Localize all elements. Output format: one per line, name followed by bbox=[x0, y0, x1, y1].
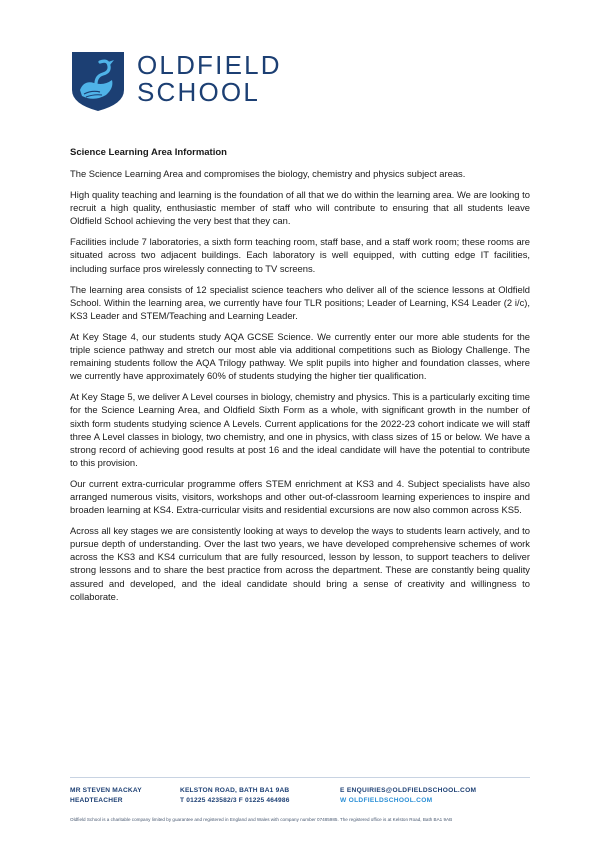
document-heading: Science Learning Area Information bbox=[70, 147, 227, 158]
paragraph-staffing: The learning area consists of 12 specialist science teachers who deliver all of the science lessons at Oldfield School. Within the learning area, we currently have four TLR positions; Leader of Learning, KS4 Leader (2 i/c), KS3 Leader and STEM/Teaching and Learning Leader. bbox=[70, 283, 530, 321]
headteacher-name: MR STEVEN MACKAY bbox=[70, 787, 142, 794]
paragraph-intro: The Science Learning Area and compromises the biology, chemistry and physics subject areas. bbox=[70, 168, 466, 179]
school-logo bbox=[70, 50, 310, 112]
paragraph-key-stage-4: At Key Stage 4, our students study AQA GCSE Science. We currently enter our more able students for the triple science pathway and stretch our most able via additional competitions such as Biology Challenge. The remaining students follow the AQA Trilogy pathway. We split pupils into higher and foundation classes, where we currently have approximately 60% of students studying the higher tier qualification. bbox=[70, 330, 530, 382]
paragraph-extra-curricular: Our current extra-curricular programme offers STEM enrichment at KS3 and 4. Subject specialists have also arranged numerous visits, visitors, workshops and other out-of-classroom learning experiences to inspire and broaden learning at KS4. Extra-curricular visits and residential excursions are now also common across KS5. bbox=[70, 477, 530, 516]
document-body bbox=[70, 146, 530, 611]
school-name-line1: OLDFIELD bbox=[137, 50, 282, 80]
paragraph-facilities: Facilities include 7 laboratories, a sixth form teaching room, staff base, and a staff work room; these rooms are situated across two adjacent buildings. Each laboratory is well equipped, with cutting edge IT facilities, including surface pros wirelessly connecting to TV screens. bbox=[70, 236, 530, 274]
footer-headteacher bbox=[70, 786, 142, 806]
headteacher-title: HEADTEACHER bbox=[70, 797, 123, 804]
school-name-line2: SCHOOL bbox=[137, 77, 261, 107]
website-link[interactable]: W OLDFIELDSCHOOL.COM bbox=[340, 797, 433, 804]
footer-divider bbox=[70, 777, 530, 778]
school-address: KELSTON ROAD, BATH BA1 9AB bbox=[180, 787, 290, 794]
footer-contact bbox=[340, 786, 476, 806]
letterhead-footer bbox=[70, 786, 540, 812]
school-name bbox=[137, 52, 282, 106]
paragraph-curriculum: Across all key stages we are consistently looking at ways to develop the ways to students learn actively, and to pursue depth of understanding. Over the last two years, we have developed comprehensive schemes of work across the KS3 and KS4 curriculum that are fully resourced, lesson by lesson, to support teachers to deliver strong lessons and to share the best practice from across the department. These are constantly being quality assured and developed, and the ideal candidate should bring a sense of creativity and willingness to collaborate. bbox=[70, 525, 530, 602]
paragraph-key-stage-5: At Key Stage 5, we deliver A Level courses in biology, chemistry and physics. This is a particularly exciting time for the Science Learning Area, and Oldfield Sixth Form as a whole, with significant growth in the number of sixth form students studying science A Levels. Current applications for the 2022-23 cohort indicate we will staff three A Level classes in biology, two chemistry, and one in physics, with class sizes of 15 or below. We have a strong record of achieving good results at post 16 and the ideal candidate will have the potential to contribute to this provision. bbox=[70, 391, 530, 468]
paragraph-teaching: High quality teaching and learning is the foundation of all that we do within the learning area. We are looking to recruit a high quality, enthusiastic member of staff who will contribute to ensuring that all students leave Oldfield School achieving the very best that they can. bbox=[70, 189, 530, 227]
legal-note: Oldfield School is a charitable company limited by guarantee and registered in England and Wales with company number 07485985. The registered office is at Kelston Road, Bath BA1 9AB bbox=[70, 817, 453, 822]
swan-shield-icon bbox=[70, 50, 126, 112]
school-phones: T 01225 423582/3 F 01225 464986 bbox=[180, 797, 290, 804]
email-link[interactable]: E ENQUIRIES@OLDFIELDSCHOOL.COM bbox=[340, 787, 477, 794]
footer-address bbox=[180, 786, 290, 806]
